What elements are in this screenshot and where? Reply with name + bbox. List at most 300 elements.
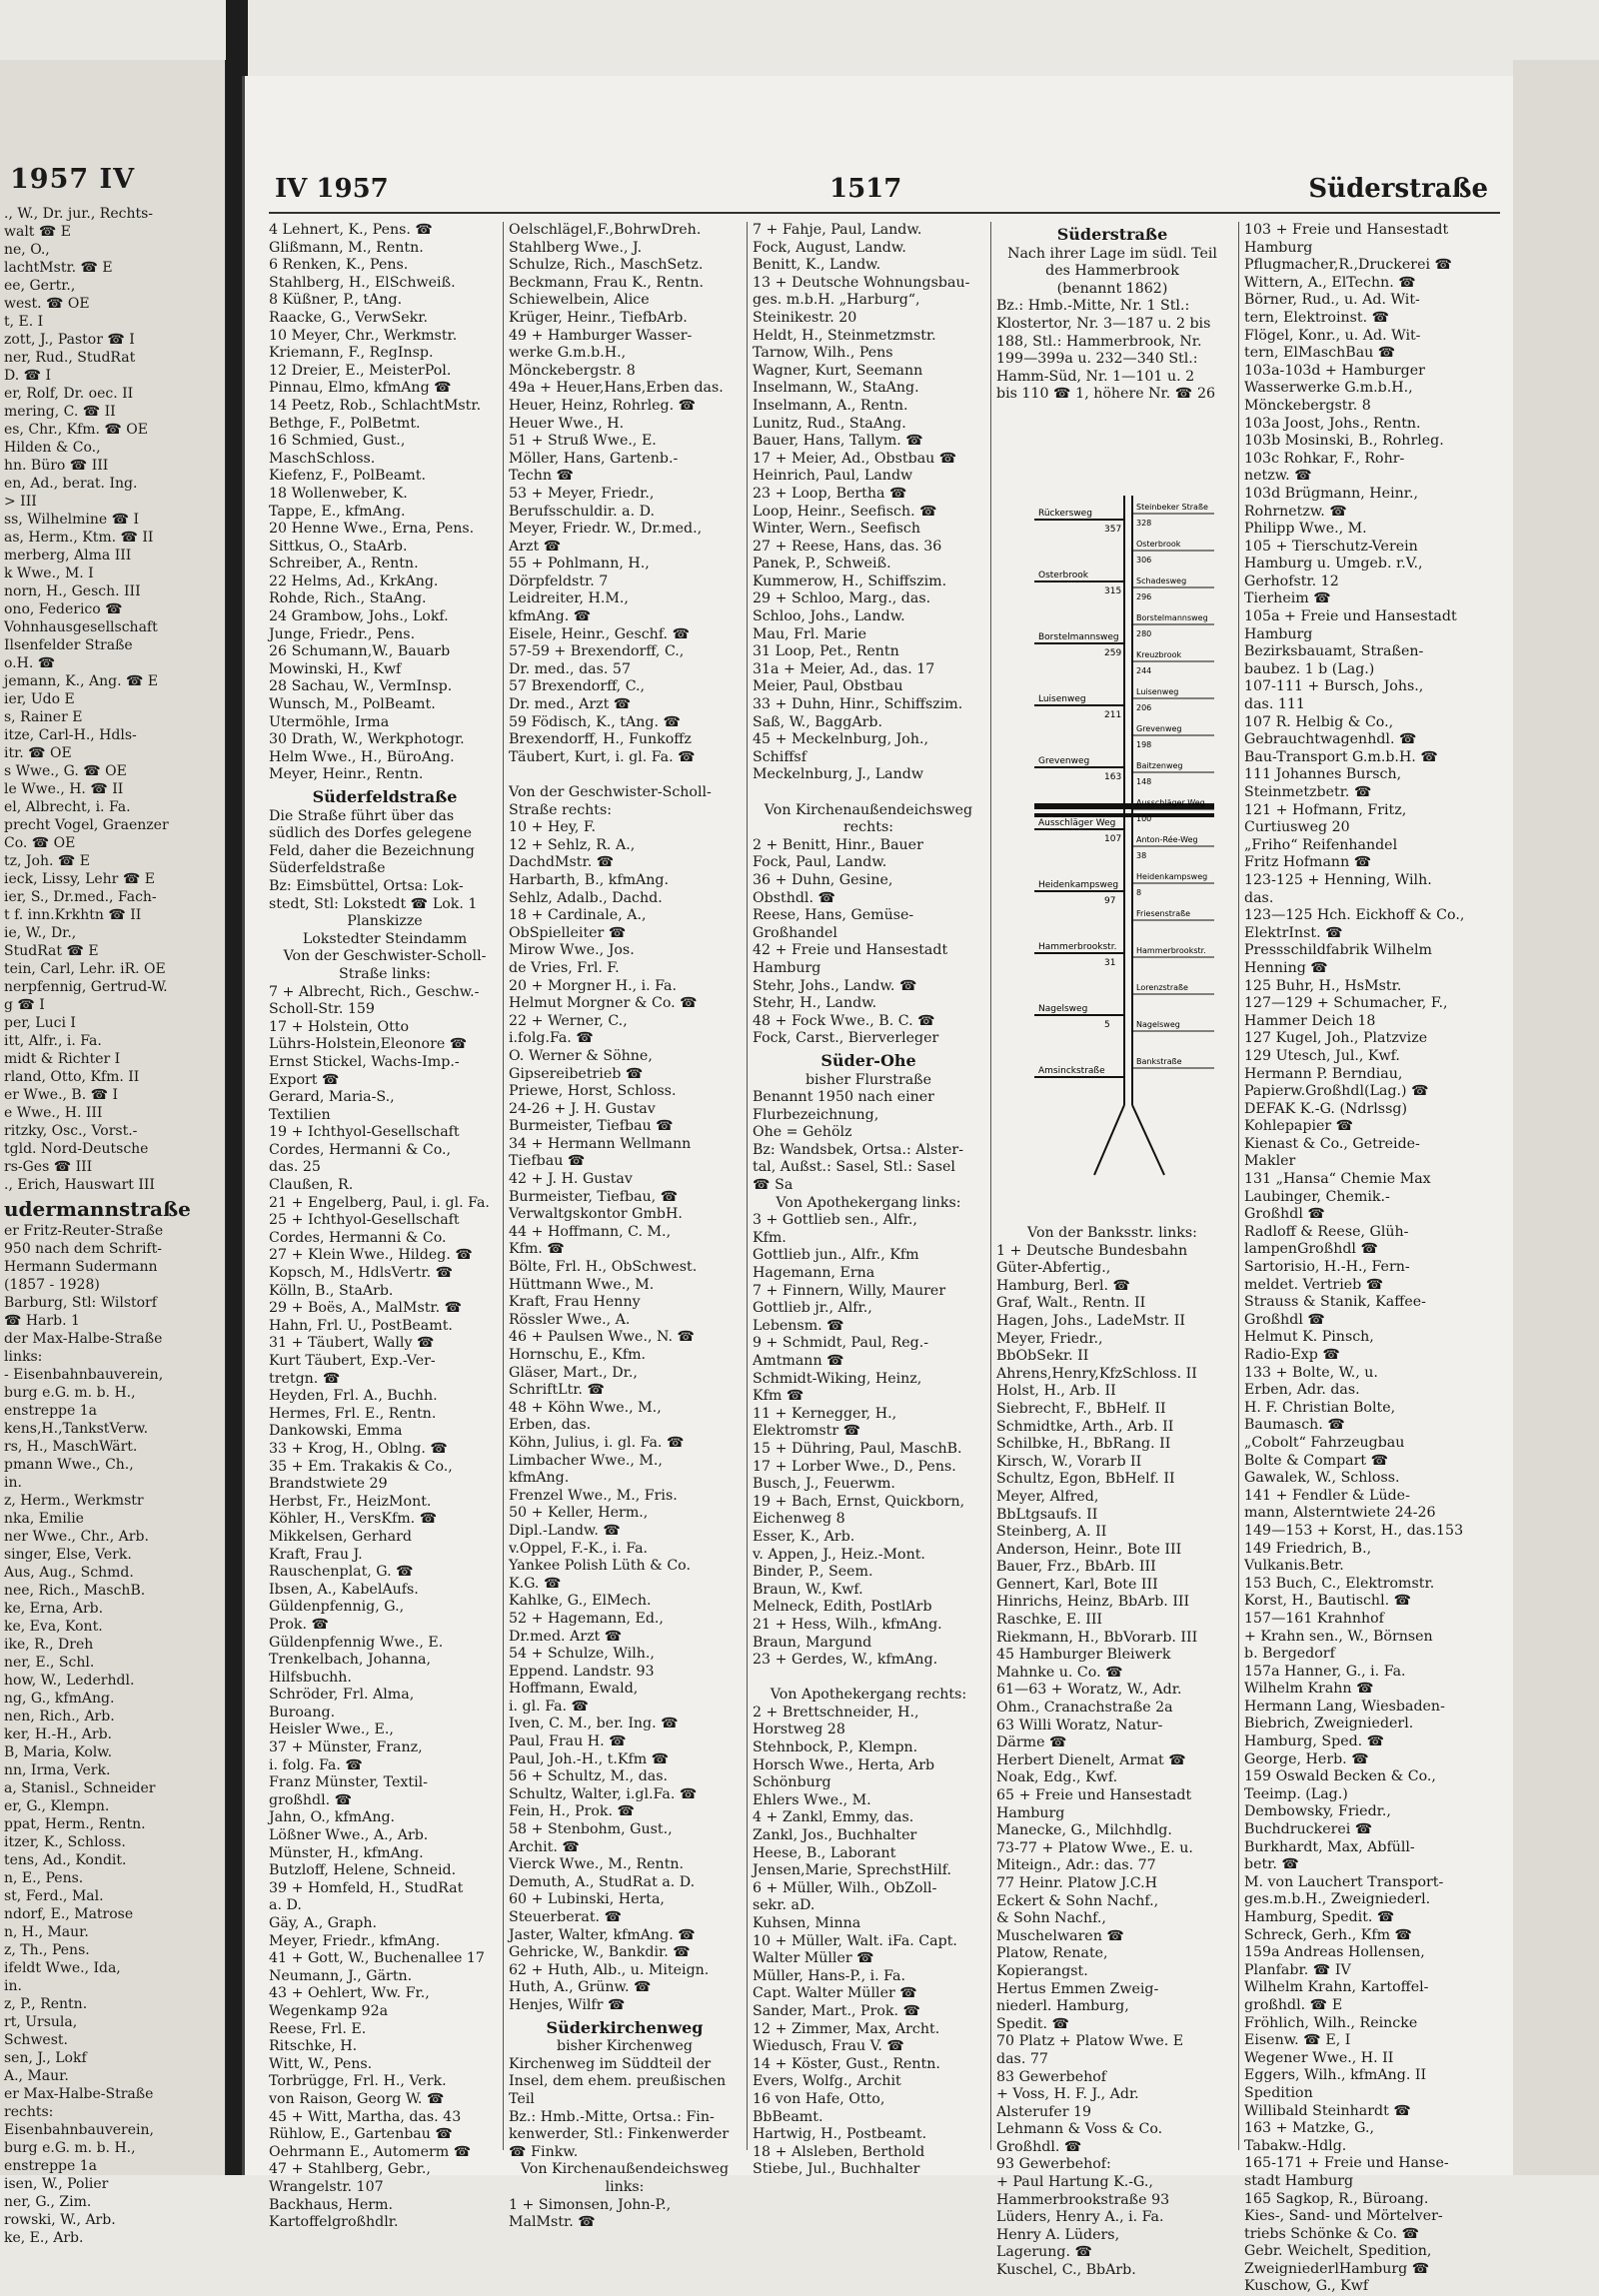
text-line: n, E., Pens. xyxy=(4,1870,84,1886)
directory-entry: Steinberg, A. II xyxy=(996,1524,1107,1541)
map-street-label: Grevenweg xyxy=(1038,756,1090,766)
directory-entry: Hermes, Frl. E., Rentn. xyxy=(269,1405,437,1422)
directory-entry: Köhler, H., VersKfm. ☎ xyxy=(269,1511,438,1528)
directory-entry: Miteign., Adr.: das. 77 xyxy=(996,1857,1156,1874)
directory-entry: Hamburg xyxy=(1244,239,1313,256)
directory-entry: südlich des Dorfes gelegene xyxy=(269,825,472,842)
directory-entry: Hagemann, Erna xyxy=(753,1265,875,1282)
map-house-number: 198 xyxy=(1136,740,1152,749)
directory-entry: Eppend. Landstr. 93 xyxy=(509,1663,655,1680)
directory-entry: Schiffsf xyxy=(753,748,806,765)
directory-entry: 37 + Münster, Franz, xyxy=(269,1739,423,1756)
directory-entry: meldet. Vertrieb ☎ xyxy=(1244,1276,1384,1293)
directory-entry: 157—161 Krahnhof xyxy=(1244,1610,1384,1627)
directory-entry: BbObSekr. II xyxy=(996,1348,1089,1365)
directory-entry: Spedit. ☎ xyxy=(996,2015,1070,2032)
directory-entry: Dörpfeldstr. 7 xyxy=(509,573,609,589)
directory-entry: Bolte & Compart ☎ xyxy=(1244,1452,1389,1469)
directory-entry: 24-26 + J. H. Gustav xyxy=(509,1100,656,1117)
directory-entry: Busch, J., Feuerwm. xyxy=(753,1476,895,1493)
column-5 xyxy=(1244,222,1476,2295)
directory-entry: 103a Joost, Johs., Rentn. xyxy=(1244,415,1421,432)
directory-entry: Henning ☎ xyxy=(1244,959,1328,976)
directory-entry: Schiewelbein, Alice xyxy=(509,292,650,309)
text-line: en, Ad., berat. Ing. xyxy=(4,476,138,492)
directory-entry: Zankl, Jos., Buchhalter xyxy=(753,1827,917,1844)
directory-entry: von Raison, Georg W. ☎ xyxy=(269,2090,445,2107)
directory-entry: Hamm-Süd, Nr. 1—101 u. 2 xyxy=(996,368,1195,385)
directory-entry: Köhn, Julius, i. gl. Fa. ☎ xyxy=(509,1434,685,1451)
directory-entry: Ernst Stickel, Wachs-Imp.- xyxy=(269,1053,460,1070)
directory-entry: 12 + Sehlz, R. A., xyxy=(509,836,636,853)
text-line: ritzky, Osc., Vorst.- xyxy=(4,1123,138,1139)
directory-entry: Holst, H., Arb. II xyxy=(996,1383,1116,1400)
directory-entry: 105 + Tierschutz-Verein xyxy=(1244,538,1418,555)
directory-entry: 30 Drath, W., Werkphotogr. xyxy=(269,731,465,748)
text-line: ne, O., xyxy=(4,242,50,258)
directory-entry: 70 Platz + Platow Wwe. E xyxy=(996,2033,1184,2050)
text-line: Hermann Sudermann xyxy=(4,1259,158,1275)
directory-entry: Papierw.Großhdl(Lag.) ☎ xyxy=(1244,1083,1429,1100)
directory-entry: Harbarth, B., kfmAng. xyxy=(509,871,670,888)
directory-entry: Lehmann & Voss & Co. xyxy=(996,2121,1163,2138)
directory-entry: Gebr. Weichelt, Spedition, xyxy=(1244,2243,1432,2260)
directory-entry: 153 Buch, C., Elektromstr. xyxy=(1244,1575,1435,1592)
directory-entry: 103b Mosinski, B., Rohrleg. xyxy=(1244,433,1444,450)
map-house-number: 163 xyxy=(1104,772,1122,782)
map-street-label: Nagelsweg xyxy=(1136,1020,1180,1029)
directory-entry: + Krahn sen., W., Börnsen xyxy=(1244,1628,1433,1645)
text-line: 950 nach dem Schrift- xyxy=(4,1241,162,1257)
directory-entry: 45 Hamburger Bleiwerk xyxy=(996,1647,1171,1664)
map-street-label: Friesenstraße xyxy=(1136,909,1191,918)
text-line: nka, Emilie xyxy=(4,1511,84,1527)
directory-entry: 13 + Deutsche Wohnungsbau- xyxy=(753,274,970,291)
text-line: z, P., Rentn. xyxy=(4,1996,88,2012)
text-line: isen, W., Polier xyxy=(4,2176,109,2192)
directory-entry: i. folg. Fa. ☎ xyxy=(269,1756,364,1773)
directory-entry: 77 Heinr. Platow J.C.H xyxy=(996,1874,1158,1891)
directory-entry: 52 + Hagemann, Ed., xyxy=(509,1610,664,1627)
text-line: ier, Udo E xyxy=(4,691,75,707)
directory-entry: „Cobolt“ Fahrzeugbau xyxy=(1244,1434,1405,1451)
directory-entry: 23 + Loop, Bertha ☎ xyxy=(753,485,907,502)
directory-entry: Riekmann, H., BbVorarb. III xyxy=(996,1629,1198,1646)
map-house-number: 259 xyxy=(1104,648,1122,658)
directory-entry: Dankowski, Emma xyxy=(269,1423,403,1440)
directory-entry: Saß, W., BaggArb. xyxy=(753,713,882,730)
directory-entry: & Sohn Nachf., xyxy=(996,1910,1106,1927)
centered-note: links: xyxy=(605,2178,645,2195)
directory-entry: 28 Sachau, W., VermInsp. xyxy=(269,678,453,695)
map-house-number: 8 xyxy=(1136,888,1142,897)
text-line: itr. ☎ OE xyxy=(4,745,72,761)
directory-entry: Gebrauchtwagenhdl. ☎ xyxy=(1244,731,1417,748)
directory-entry: Bz: Wandsbek, Ortsa.: Alster- xyxy=(753,1141,963,1158)
directory-entry: Scholl-Str. 159 xyxy=(269,1001,375,1018)
directory-entry: 53 + Meyer, Friedr., xyxy=(509,485,655,502)
directory-entry: v.Oppel, F.-K., i. Fa. xyxy=(509,1540,649,1557)
directory-entry: Kfm. ☎ xyxy=(509,1241,565,1258)
directory-entry: Braun, Margund xyxy=(753,1634,872,1651)
directory-entry: Lebensm. ☎ xyxy=(753,1317,844,1334)
directory-entry: 17 + Meier, Ad., Obstbau ☎ xyxy=(753,450,957,467)
text-line: jemann, K., Ang. ☎ E xyxy=(4,673,159,689)
directory-entry: 65 + Freie und Hansestadt xyxy=(996,1787,1192,1803)
directory-entry: 10 + Müller, Walt. iFa. Capt. xyxy=(753,1932,957,1949)
text-line: nee, Rich., MaschB. xyxy=(4,1583,146,1599)
text-line: west. ☎ OE xyxy=(4,296,90,312)
directory-entry: 165-171 + Freie und Hanse- xyxy=(1244,2155,1449,2172)
directory-entry: Fock, August, Landw. xyxy=(753,239,906,256)
text-line: Eisenbahnbauverein, xyxy=(4,2122,154,2138)
directory-entry: M. von Lauchert Transport- xyxy=(1244,1873,1444,1890)
directory-entry: tal, Außst.: Sasel, Stl.: Sasel xyxy=(753,1159,955,1176)
directory-entry: Ritschke, H. xyxy=(269,2038,358,2055)
directory-entry: 149 Friedrich, B., xyxy=(1244,1540,1372,1557)
directory-entry: Hoffmann, Ewald, xyxy=(509,1681,639,1698)
directory-entry: 16 Schmied, Gust., xyxy=(269,433,406,450)
directory-entry: Philipp Wwe., M. xyxy=(1244,521,1367,538)
column-1 xyxy=(269,222,501,2231)
directory-entry: Bz: Eimsbüttel, Ortsa: Lok- xyxy=(269,877,464,894)
text-line: norn, H., Gesch. III xyxy=(4,583,141,599)
directory-entry: das. xyxy=(1244,889,1274,906)
directory-entry: Makler xyxy=(1244,1153,1296,1170)
text-line: t, E. I xyxy=(4,314,44,330)
centered-note: rechts: xyxy=(842,819,894,836)
text-line: kens,H.,TankstVerw. xyxy=(4,1421,149,1437)
text-line: ner Wwe., Chr., Arb. xyxy=(4,1529,149,1545)
directory-entry: Schmidtke, Arth., Arb. II xyxy=(996,1418,1174,1435)
directory-entry: Bz.: Hmb.-Mitte, Ortsa.: Fin- xyxy=(509,2108,715,2125)
directory-entry: Benitt, K., Landw. xyxy=(753,257,881,274)
directory-entry: Kies-, Sand- und Mörtelver- xyxy=(1244,2208,1443,2225)
directory-entry: 131 „Hansa“ Chemie Max xyxy=(1244,1171,1431,1188)
directory-entry: 103a-103d + Hamburger xyxy=(1244,362,1425,379)
directory-entry: 107-111 + Bursch, Johs., xyxy=(1244,678,1424,695)
directory-entry: Bauer, Hans, Tallym. ☎ xyxy=(753,433,923,450)
directory-entry: 2 + Benitt, Hinr., Bauer xyxy=(753,836,923,853)
directory-entry: Oehrmann E., Automerm ☎ xyxy=(269,2143,472,2160)
directory-entry: 105a + Freie und Hansestadt xyxy=(1244,608,1457,625)
column-4-entries xyxy=(996,1225,1228,2279)
map-street-label: Luisenweg xyxy=(1136,687,1179,696)
directory-entry: Henry A. Lüders, xyxy=(996,2226,1120,2243)
directory-entry: 34 + Hermann Wellmann xyxy=(509,1135,692,1152)
directory-entry: 6 + Müller, Wilh., ObZoll- xyxy=(753,1879,937,1896)
directory-entry: ☎ Finkw. xyxy=(509,2143,579,2160)
directory-entry: tern, Elektroinst. ☎ xyxy=(1244,309,1390,326)
directory-entry: Hahn, Frl. U., PostBeamt. xyxy=(269,1317,453,1334)
text-line: er, G., Klempn. xyxy=(4,1798,110,1814)
text-line: s, Rainer E xyxy=(4,709,83,725)
text-line: merberg, Alma III xyxy=(4,548,132,564)
text-line: Barburg, Stl: Wilstorf xyxy=(4,1295,157,1311)
column-divider xyxy=(1238,222,1239,2150)
directory-entry: 45 + Meckelnburg, Joh., xyxy=(753,731,928,748)
text-line: - Eisenbahnbauverein, xyxy=(4,1367,164,1383)
directory-entry: Hertus Emmen Zweig- xyxy=(996,1980,1159,1997)
directory-entry: 25 + Ichthyol-Gesellschaft xyxy=(269,1212,460,1229)
directory-entry: Stahlberg, H., ElSchweiß. xyxy=(269,274,456,291)
directory-entry: Kurt Täubert, Exp.-Ver- xyxy=(269,1353,436,1369)
text-line: g ☎ I xyxy=(4,997,45,1013)
directory-entry: 31 Loop, Pet., Rentn xyxy=(753,643,899,660)
directory-entry: kenwerder, Stl.: Finkenwerder xyxy=(509,2126,730,2143)
directory-entry: Heyden, Frl. A., Buchh. xyxy=(269,1388,438,1405)
directory-entry: Großhdl. ☎ xyxy=(996,2138,1082,2155)
directory-entry: Priewe, Horst, Schloss. xyxy=(509,1083,677,1100)
directory-entry: 111 Johannes Bursch, xyxy=(1244,766,1402,783)
directory-entry: 125 Buhr, H., HsMstr. xyxy=(1244,977,1402,994)
centered-note: bisher Flurstraße xyxy=(804,1071,932,1088)
directory-entry: 27 + Klein Wwe., Hildeg. ☎ xyxy=(269,1247,474,1264)
directory-entry: Biebrich, Zweigniederl. xyxy=(1244,1716,1414,1732)
directory-entry: Gottlieb jun., Alfr., Kfm xyxy=(753,1247,919,1264)
directory-entry: Schilbke, H., BbRang. II xyxy=(996,1436,1171,1453)
directory-entry: ☎ Sa xyxy=(753,1177,794,1194)
directory-entry: Beckmann, Frau K., Rentn. xyxy=(509,274,704,291)
directory-entry xyxy=(753,1670,984,1688)
directory-entry: Heisler Wwe., E., xyxy=(269,1722,394,1738)
directory-entry: 103d Brügmann, Heinr., xyxy=(1244,485,1418,502)
text-line: StudRat ☎ E xyxy=(4,943,99,959)
map-street-label: Baitzenweg xyxy=(1136,761,1183,770)
directory-entry: 44 + Hoffmann, C. M., xyxy=(509,1223,672,1240)
map-street-label: Rückersweg xyxy=(1038,509,1092,519)
map-street-label: Hammerbrookstr. xyxy=(1136,946,1206,955)
directory-entry: 17 + Lorber Wwe., D., Pens. xyxy=(753,1458,956,1475)
directory-entry: 103c Rohkar, F., Rohr- xyxy=(1244,450,1405,467)
directory-entry: bis 110 ☎ 1, höhere Nr. ☎ 26 xyxy=(996,386,1216,403)
directory-entry: Wilhelm Krahn ☎ xyxy=(1244,1681,1374,1698)
directory-entry: Brandstwiete 29 xyxy=(269,1476,388,1493)
directory-entry: netzw. ☎ xyxy=(1244,468,1312,485)
directory-entry: Güldenpfennig Wwe., E. xyxy=(269,1634,444,1651)
directory-entry: Täubert, Kurt, i. gl. Fa. ☎ xyxy=(509,748,696,765)
text-line: lachtMstr. ☎ E xyxy=(4,260,113,276)
directory-entry: Bölte, Frl. H., ObSchwest. xyxy=(509,1259,698,1276)
directory-entry: baubez. 1 b (Lag.) xyxy=(1244,660,1375,677)
directory-entry: Eisele, Heinr., Geschf. ☎ xyxy=(509,625,691,642)
directory-entry: MalMstr. ☎ xyxy=(509,2214,596,2231)
directory-entry: Inselmann, W., StaAng. xyxy=(753,380,919,397)
directory-entry: Dr. med., das. 57 xyxy=(509,660,631,677)
text-line: (1857 - 1928) xyxy=(4,1277,100,1293)
directory-entry: 16 von Hafe, Otto, xyxy=(753,2090,885,2107)
header-street: Süderstraße xyxy=(1308,174,1488,204)
text-line: st, Ferd., Mal. xyxy=(4,1888,104,1904)
directory-entry: Amtmann ☎ xyxy=(753,1353,844,1369)
directory-entry: Wasserwerke G.m.b.H., xyxy=(1244,380,1413,397)
directory-entry: 7 + Albrecht, Rich., Geschw.- xyxy=(269,983,480,1000)
directory-entry: Paul, Joh.-H., t.Kfm ☎ xyxy=(509,1750,670,1767)
directory-entry: ElektrInst. ☎ xyxy=(1244,924,1343,941)
directory-entry: 61—63 + Woratz, W., Adr. xyxy=(996,1682,1182,1699)
text-line: rs-Ges ☎ III xyxy=(4,1159,93,1175)
text-line: n, H., Maur. xyxy=(4,1924,89,1940)
directory-entry: 39 + Homfeld, H., StudRat xyxy=(269,1879,464,1896)
directory-entry: triebs Schönke & Co. ☎ xyxy=(1244,2225,1420,2242)
directory-entry: Gehricke, W., Bankdir. ☎ xyxy=(509,1944,691,1961)
directory-entry: Wegenkamp 92a xyxy=(269,2002,389,2019)
directory-entry: 33 + Krog, H., Oblng. ☎ xyxy=(269,1440,449,1457)
directory-entry: Meyer, Alfred, xyxy=(996,1488,1099,1505)
directory-entry: das. 77 xyxy=(996,2050,1048,2067)
centered-note: Von Apothekergang rechts: xyxy=(770,1687,967,1704)
directory-entry: Ahrens,Henry,KfzSchloss. II xyxy=(996,1365,1197,1382)
directory-entry: 31a + Meier, Ad., das. 17 xyxy=(753,660,935,677)
text-line: er, Rolf, Dr. oec. II xyxy=(4,386,134,402)
directory-entry: DEFAK K.-G. (Ndrlssg) xyxy=(1244,1100,1407,1117)
map-house-number: 306 xyxy=(1136,556,1152,565)
directory-entry: + Paul Hartung K.-G., xyxy=(996,2174,1153,2191)
text-line: z, Th., Pens. xyxy=(4,1942,90,1958)
directory-entry: 6 Renken, K., Pens. xyxy=(269,257,409,274)
directory-entry: Sehlz, Adalb., Dachd. xyxy=(509,889,663,906)
directory-entry: Güldenpfennig, G., xyxy=(269,1599,405,1616)
directory-entry: 43 + Oehlert, Ww. Fr., xyxy=(269,1985,430,2002)
directory-entry: 18 + Cardinale, A., xyxy=(509,907,647,924)
directory-entry: 141 + Fendler & Lüde- xyxy=(1244,1487,1410,1504)
text-line: es, Chr., Kfm. ☎ OE xyxy=(4,422,149,438)
directory-entry: Claußen, R. xyxy=(269,1177,354,1194)
directory-entry: Kartoffelgroßhdlr. xyxy=(269,2214,399,2231)
directory-entry: DachdMstr. ☎ xyxy=(509,854,615,871)
directory-entry: Huth, A., Grünw. ☎ xyxy=(509,1979,652,1996)
map-house-number: 328 xyxy=(1136,519,1152,528)
directory-entry: großhdl. ☎ E xyxy=(1244,1996,1343,2013)
text-line: nerpfennig, Gertrud-W. xyxy=(4,979,168,995)
directory-entry: Dr. med., Arzt ☎ xyxy=(509,696,632,713)
directory-entry: Därme ☎ xyxy=(996,1734,1067,1751)
text-line: Ilsenfelder Straße xyxy=(4,637,133,653)
directory-entry: Kuhsen, Minna xyxy=(753,1915,861,1931)
directory-entry: Kienast & Co., Getreide- xyxy=(1244,1135,1420,1152)
centered-note: Straße links: xyxy=(339,965,431,982)
directory-entry: Hamburg xyxy=(996,1804,1065,1821)
directory-entry: Radloff & Reese, Glüh- xyxy=(1244,1223,1409,1240)
text-line: sen, J., Lokf xyxy=(4,2050,87,2066)
directory-entry: SchriftLtr. ☎ xyxy=(509,1382,606,1399)
street-heading: Süder-Ohe xyxy=(820,1050,916,1070)
directory-entry: Capt. Walter Müller ☎ xyxy=(753,1985,917,2002)
directory-entry: Pflugmacher,R.,Druckerei ☎ xyxy=(1244,257,1453,274)
directory-entry: Elektromstr ☎ xyxy=(753,1423,861,1440)
directory-entry: Kopierangst. xyxy=(996,1962,1088,1979)
directory-entry: Wunsch, M., PolBeamt. xyxy=(269,696,436,713)
directory-entry: Rössler Wwe., A. xyxy=(509,1311,631,1328)
directory-entry: Meyer, Friedr., kfmAng. xyxy=(269,1932,441,1949)
directory-entry: Lührs-Holstein,Eleonore ☎ xyxy=(269,1036,468,1053)
map-street-label: Kreuzbrook xyxy=(1136,650,1182,659)
directory-entry: 45 + Witt, Martha, das. 43 xyxy=(269,2108,462,2125)
directory-entry: Steinmetzbetr. ☎ xyxy=(1244,784,1372,800)
directory-entry: Siebrecht, F., BbHelf. II xyxy=(996,1400,1166,1417)
directory-entry: 93 Gewerbehof: xyxy=(996,2156,1111,2173)
text-line: links: xyxy=(4,1349,43,1365)
directory-entry: Tabakw.-Hdlg. xyxy=(1244,2137,1347,2154)
directory-entry: Kirsch, W., Vorarb II xyxy=(996,1453,1142,1470)
directory-entry: Buroang. xyxy=(269,1704,336,1721)
directory-entry: 9 + Schmidt, Paul, Reg.- xyxy=(753,1335,929,1352)
directory-entry: Hinrichs, Heinz, BbArb. III xyxy=(996,1594,1190,1611)
directory-entry: Herbert Dienelt, Armat ☎ xyxy=(996,1751,1186,1768)
map-street-label: Lorenzstraße xyxy=(1136,983,1188,992)
text-line: tens, Ad., Kondit. xyxy=(4,1852,127,1868)
directory-entry: 3 + Gottlieb sen., Alfr., xyxy=(753,1212,917,1229)
directory-entry: Helmut Morgner & Co. ☎ xyxy=(509,995,698,1012)
text-line: pmann Wwe., Ch., xyxy=(4,1457,134,1473)
directory-entry: 54 + Schulze, Wilh., xyxy=(509,1646,655,1663)
directory-entry: Prok. ☎ xyxy=(269,1616,330,1633)
directory-entry: 127—129 + Schumacher, F., xyxy=(1244,995,1448,1012)
directory-entry: 133 + Bolte, W., u. xyxy=(1244,1364,1378,1381)
map-street-label: Heidenkampsweg xyxy=(1136,872,1208,881)
directory-entry: Eggers, Wilh., kfmAng. II xyxy=(1244,2067,1427,2084)
directory-entry: 4 + Zankl, Emmy, das. xyxy=(753,1809,914,1826)
directory-entry: Steinikestr. 20 xyxy=(753,309,857,326)
directory-entry: Raacke, G., VerwSekr. xyxy=(269,309,428,326)
directory-entry: Binder, P., Seem. xyxy=(753,1564,873,1581)
directory-entry: Flurbezeichnung, xyxy=(753,1106,879,1123)
directory-entry: Großhdl ☎ xyxy=(1244,1311,1326,1328)
directory-entry: 49a + Heuer,Hans,Erben das. xyxy=(509,380,724,397)
directory-entry: Rohde, Rich., StaAng. xyxy=(269,590,427,607)
map-house-number: 315 xyxy=(1104,586,1122,596)
directory-entry: 62 + Huth, Alb., u. Miteign. xyxy=(509,1961,710,1978)
directory-entry: a. D. xyxy=(269,1897,302,1914)
map-house-number: 5 xyxy=(1104,1020,1110,1030)
left-page-header: 1957 IV xyxy=(10,164,136,195)
text-line: B, Maria, Kolw. xyxy=(4,1744,113,1760)
directory-entry: 1 + Simonsen, John-P., xyxy=(509,2196,672,2213)
directory-entry: Franz Münster, Textil- xyxy=(269,1774,428,1791)
directory-entry: Kraft, Frau J. xyxy=(269,1546,363,1563)
directory-entry: Stiebe, Jul., Buchhalter xyxy=(753,2161,920,2178)
directory-entry: 26 Schumann,W., Bauarb xyxy=(269,643,451,660)
directory-entry: Heuer, Heinz, Rohrleg. ☎ xyxy=(509,397,697,414)
column-divider xyxy=(503,222,504,2150)
column-4 xyxy=(996,222,1228,482)
column-divider xyxy=(990,222,991,2150)
directory-entry: Heuer Wwe., H. xyxy=(509,415,625,432)
directory-entry: Erben, das. xyxy=(509,1417,592,1434)
text-line: ☎ Harb. 1 xyxy=(4,1313,80,1329)
directory-entry: Anderson, Heinr., Bote III xyxy=(996,1541,1182,1558)
centered-note: Von der Geschwister-Scholl- xyxy=(283,948,487,965)
directory-entry: Curtiusweg 20 xyxy=(1244,819,1350,836)
directory-entry: Meyer, Heinr., Rentn. xyxy=(269,766,424,783)
directory-entry: 11 + Kernegger, H., xyxy=(753,1405,897,1422)
directory-entry: Lößner Wwe., A., Arb. xyxy=(269,1827,429,1844)
text-line: nn, Irma, Verk. xyxy=(4,1762,111,1778)
directory-entry: Fock, Paul, Landw. xyxy=(753,854,887,871)
directory-entry: Verwaltgskontor GmbH. xyxy=(509,1206,683,1223)
directory-entry: Inselmann, A., Rentn. xyxy=(753,397,908,414)
text-line: ieck, Lissy, Lehr ☎ E xyxy=(4,871,155,887)
directory-entry: Die Straße führt über das xyxy=(269,807,455,824)
directory-entry: Jahn, O., kfmAng. xyxy=(269,1809,396,1826)
directory-entry: MaschSchloss. xyxy=(269,450,376,467)
directory-entry: Lunitz, Rud., StaAng. xyxy=(753,415,906,432)
column-2 xyxy=(509,222,741,2231)
text-line: Hilden & Co., xyxy=(4,440,101,456)
map-street-label: Anton-Rée-Weg xyxy=(1136,835,1198,844)
directory-entry: Schultz, Walter, i.gl.Fa. ☎ xyxy=(509,1785,698,1802)
text-line: ner, E., Schl. xyxy=(4,1655,95,1671)
